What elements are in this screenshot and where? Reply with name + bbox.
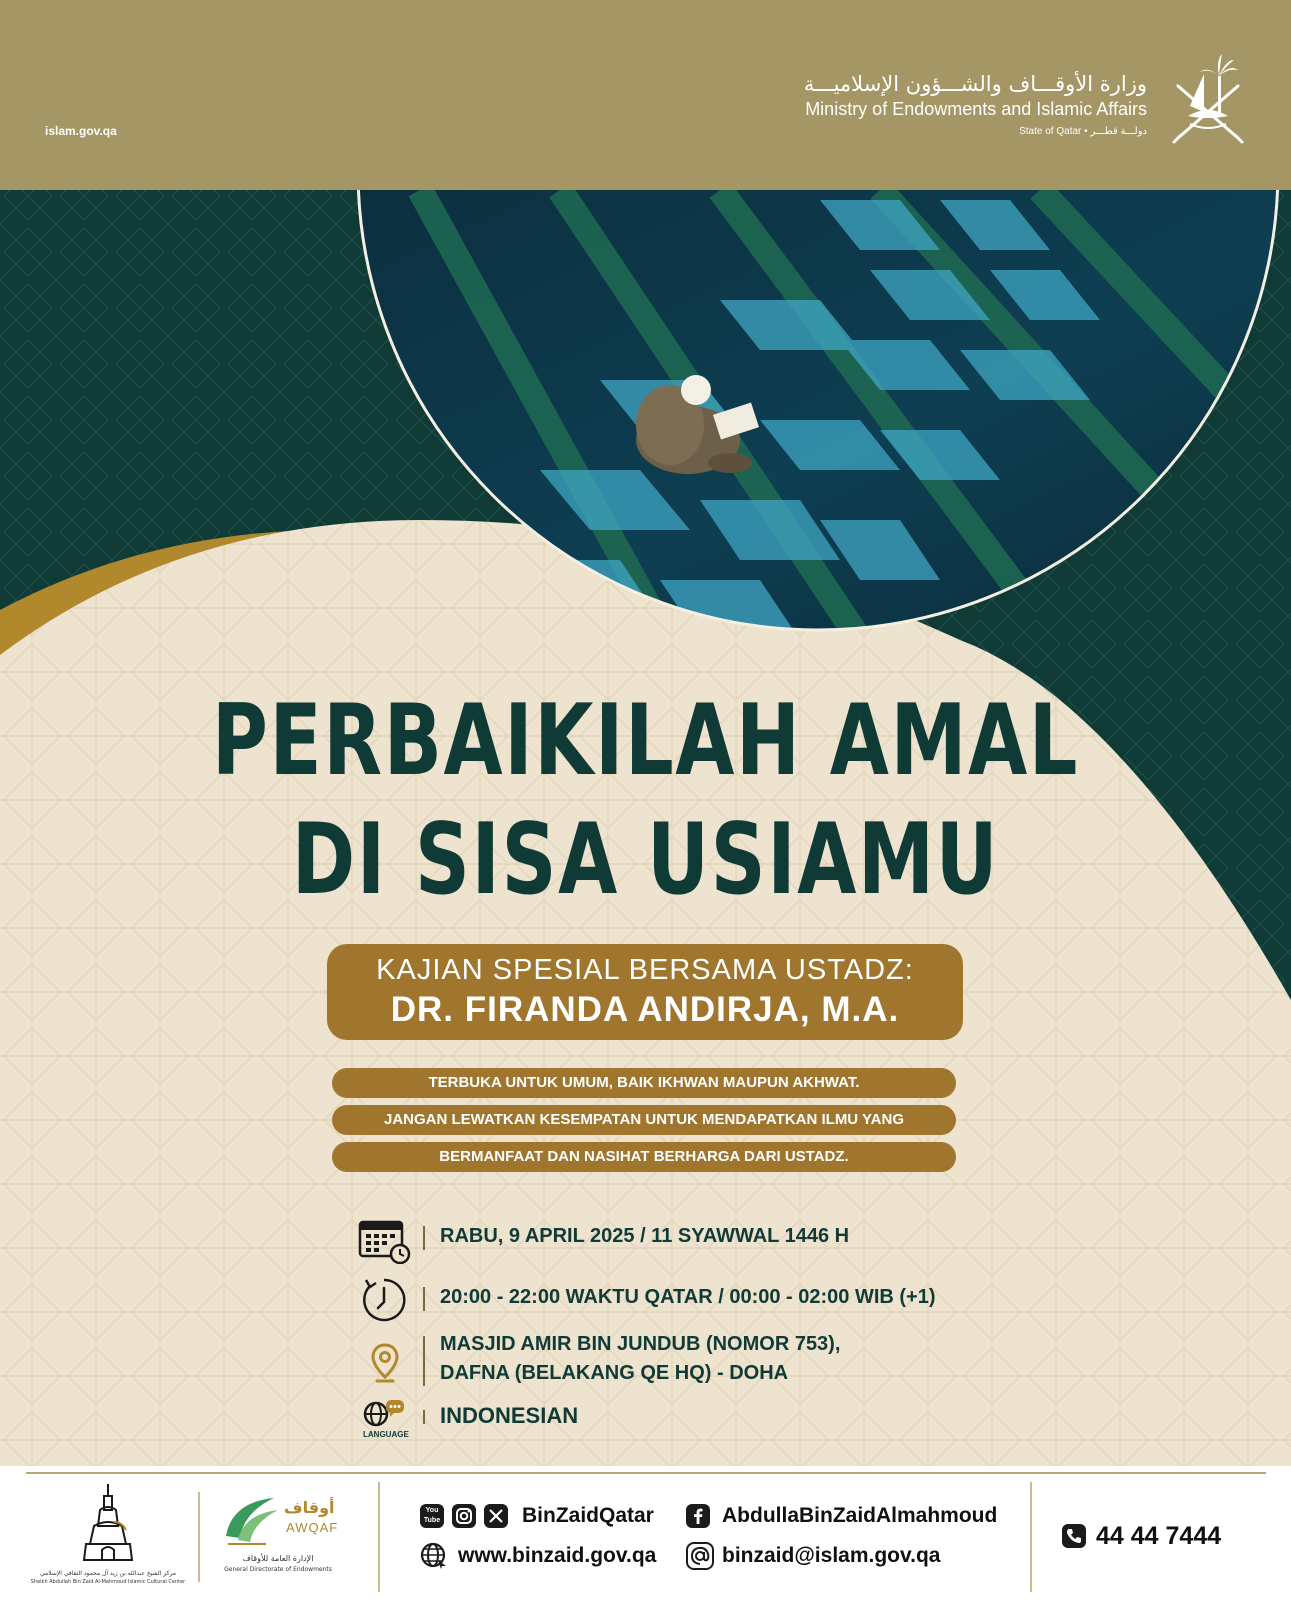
event-date: RABU, 9 APRIL 2025 / 11 SYAWWAL 1446 H bbox=[440, 1225, 850, 1247]
time-separator bbox=[423, 1287, 425, 1311]
awqaf-logo-english: AWQAF bbox=[286, 1520, 339, 1535]
venue-line-2: DAFNA (BELAKANG QE HQ) - DOHA bbox=[440, 1362, 789, 1384]
calendar-icon bbox=[358, 1218, 412, 1264]
info-pill-benefit: BERMANFAAT DAN NASIHAT BERHARGA DARI USTADZ. bbox=[332, 1142, 956, 1172]
email-icon[interactable] bbox=[686, 1542, 714, 1570]
speaker-name: DR. FIRANDA ANDIRJA, M.A. bbox=[390, 990, 900, 1029]
event-language: INDONESIAN bbox=[440, 1403, 579, 1428]
date-separator bbox=[423, 1226, 425, 1250]
email-address[interactable]: binzaid@islam.gov.qa bbox=[722, 1544, 941, 1567]
title-line-1: PERBAIKILAH AMAL bbox=[211, 684, 1080, 798]
title-line-2: DI SISA USIAMU bbox=[291, 803, 1000, 917]
location-pin-icon bbox=[371, 1343, 399, 1383]
speaker-banner bbox=[327, 944, 963, 1040]
cultural-center-caption-english: Sheikh Abdullah Bin Zaid Al-Mahmoud Islamic Cultural Center bbox=[30, 1579, 186, 1585]
website-url[interactable]: www.binzaid.gov.qa bbox=[458, 1544, 657, 1567]
language-caption: LANGUAGE bbox=[363, 1430, 409, 1439]
footer-divider-1 bbox=[198, 1492, 200, 1582]
awqaf-caption-arabic: الإدارة العامة للأوقاف bbox=[242, 1554, 314, 1563]
language-separator bbox=[423, 1410, 425, 1424]
facebook-handle[interactable]: AbdullaBinZaidAlmahmoud bbox=[722, 1504, 998, 1527]
x-twitter-icon[interactable] bbox=[484, 1504, 508, 1528]
social-handle[interactable]: BinZaidQatar bbox=[522, 1504, 654, 1527]
footer-rule bbox=[26, 1472, 1266, 1474]
site-url[interactable]: islam.gov.qa bbox=[45, 124, 117, 138]
facebook-icon[interactable] bbox=[686, 1504, 710, 1528]
footer-divider-3 bbox=[1030, 1482, 1032, 1592]
header-band bbox=[0, 0, 1291, 190]
phone-number[interactable]: 44 44 7444 bbox=[1096, 1522, 1222, 1550]
qatar-emblem-icon bbox=[1168, 46, 1248, 146]
phone-icon[interactable] bbox=[1062, 1524, 1086, 1548]
youtube-icon[interactable]: You Tube bbox=[420, 1504, 444, 1528]
footer-divider-2 bbox=[378, 1482, 380, 1592]
venue-line-1: MASJID AMIR BIN JUNDUB (NOMOR 753), bbox=[440, 1333, 841, 1355]
speaker-intro: KAJIAN SPESIAL BERSAMA USTADZ: bbox=[376, 954, 914, 986]
info-pill-open-public: TERBUKA UNTUK UMUM, BAIK IKHWAN MAUPUN AKHWAT. bbox=[332, 1068, 956, 1098]
cultural-center-caption-arabic: مركز الشيخ عبدالله بن زيد آل محمود الثقافي الإسلامي bbox=[40, 1570, 176, 1577]
info-pill-opportunity: JANGAN LEWATKAN KESEMPATAN UNTUK MENDAPATKAN ILMU YANG bbox=[332, 1105, 956, 1135]
footer bbox=[0, 1466, 1291, 1600]
website-globe-icon[interactable] bbox=[420, 1542, 448, 1570]
ministry-name-english: Ministry of Endowments and Islamic Affairs bbox=[805, 99, 1147, 119]
cultural-center-logo-icon bbox=[78, 1482, 138, 1564]
instagram-icon[interactable] bbox=[452, 1504, 476, 1528]
state-of-qatar-label: State of Qatar • دولـــة قطـــر bbox=[1019, 126, 1147, 137]
awqaf-logo-arabic: أوقاف bbox=[284, 1498, 335, 1517]
awqaf-logo-icon bbox=[222, 1492, 282, 1548]
event-time: 20:00 - 22:00 WAKTU QATAR / 00:00 - 02:00 WIB (+1) bbox=[440, 1286, 936, 1308]
venue-separator bbox=[423, 1336, 425, 1386]
clock-icon bbox=[360, 1276, 408, 1324]
language-globe-icon bbox=[362, 1398, 410, 1430]
awqaf-caption-english: General Directorate of Endowments bbox=[224, 1566, 332, 1573]
ministry-name-arabic: وزارة الأوقـــاف والشـــؤون الإسلاميـــة bbox=[803, 72, 1147, 96]
